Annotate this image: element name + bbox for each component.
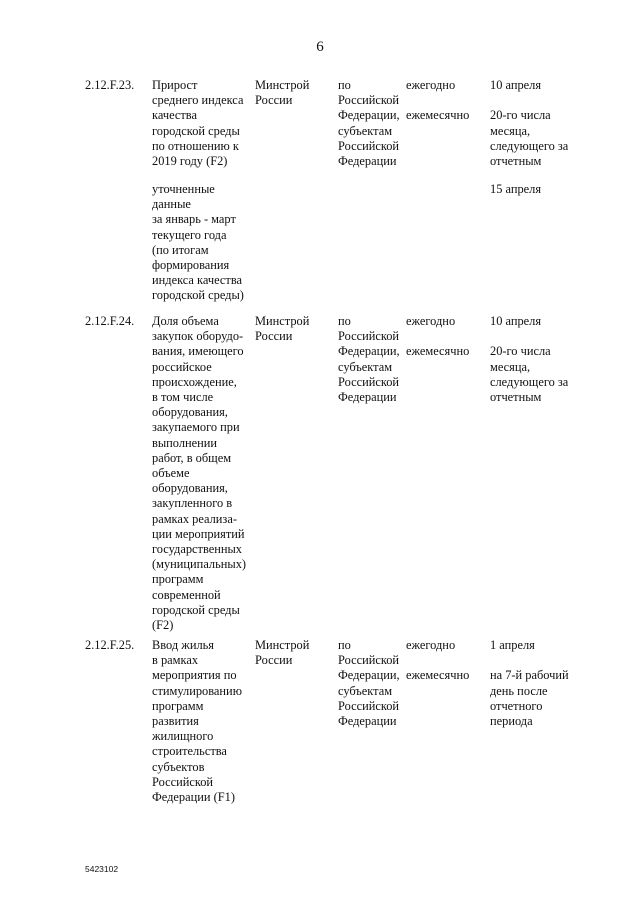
responsible-agency: Минстрой России bbox=[255, 314, 310, 344]
indicator-name: Прирост среднего индекса качества городской среды по отношению к 2019 году (F2) bbox=[152, 78, 244, 169]
indicator-name: Доля объема закупок оборудо- вания, имеющего российское происхождение, в том числе оборудования, закупаемого при выполнении работ, в общем объеме оборудования, закупленного в рамках реализа- ции мероприятий государственных (муниципальных) программ современной городской среды (F2) bbox=[152, 314, 247, 633]
data-level: по Российской Федерации, субъектам Российской Федерации bbox=[338, 78, 400, 169]
page-number: 6 bbox=[316, 39, 324, 55]
deadline: 10 апреля 20-го числа месяца, следующего за отчетным bbox=[490, 78, 569, 169]
row-code: 2.12.F.23. bbox=[85, 78, 135, 92]
responsible-agency: Минстрой России bbox=[255, 78, 310, 108]
indicator-name-note: уточненные данные за январь - март текущего года (по итогам формирования индекса качества городской среды) bbox=[152, 182, 244, 303]
periodicity: ежегодно ежемесячно bbox=[406, 638, 470, 683]
row-code: 2.12.F.24. bbox=[85, 314, 135, 328]
row-code: 2.12.F.25. bbox=[85, 638, 135, 652]
periodicity: ежегодно ежемесячно bbox=[406, 78, 470, 123]
deadline-note: 15 апреля bbox=[490, 182, 542, 196]
data-level: по Российской Федерации, субъектам Российской Федерации bbox=[338, 638, 400, 729]
document-code: 5423102 bbox=[85, 864, 119, 874]
periodicity: ежегодно ежемесячно bbox=[406, 314, 470, 359]
data-level: по Российской Федерации, субъектам Российской Федерации bbox=[338, 314, 400, 405]
deadline: 10 апреля 20-го числа месяца, следующего за отчетным bbox=[490, 314, 569, 405]
deadline: 1 апреля на 7-й рабочий день после отчетного периода bbox=[490, 638, 569, 729]
indicator-name: Ввод жилья в рамках мероприятия по стимулированию программ развития жилищного строительства субъектов Российской Федерации (F1) bbox=[152, 638, 242, 805]
responsible-agency: Минстрой России bbox=[255, 638, 310, 668]
